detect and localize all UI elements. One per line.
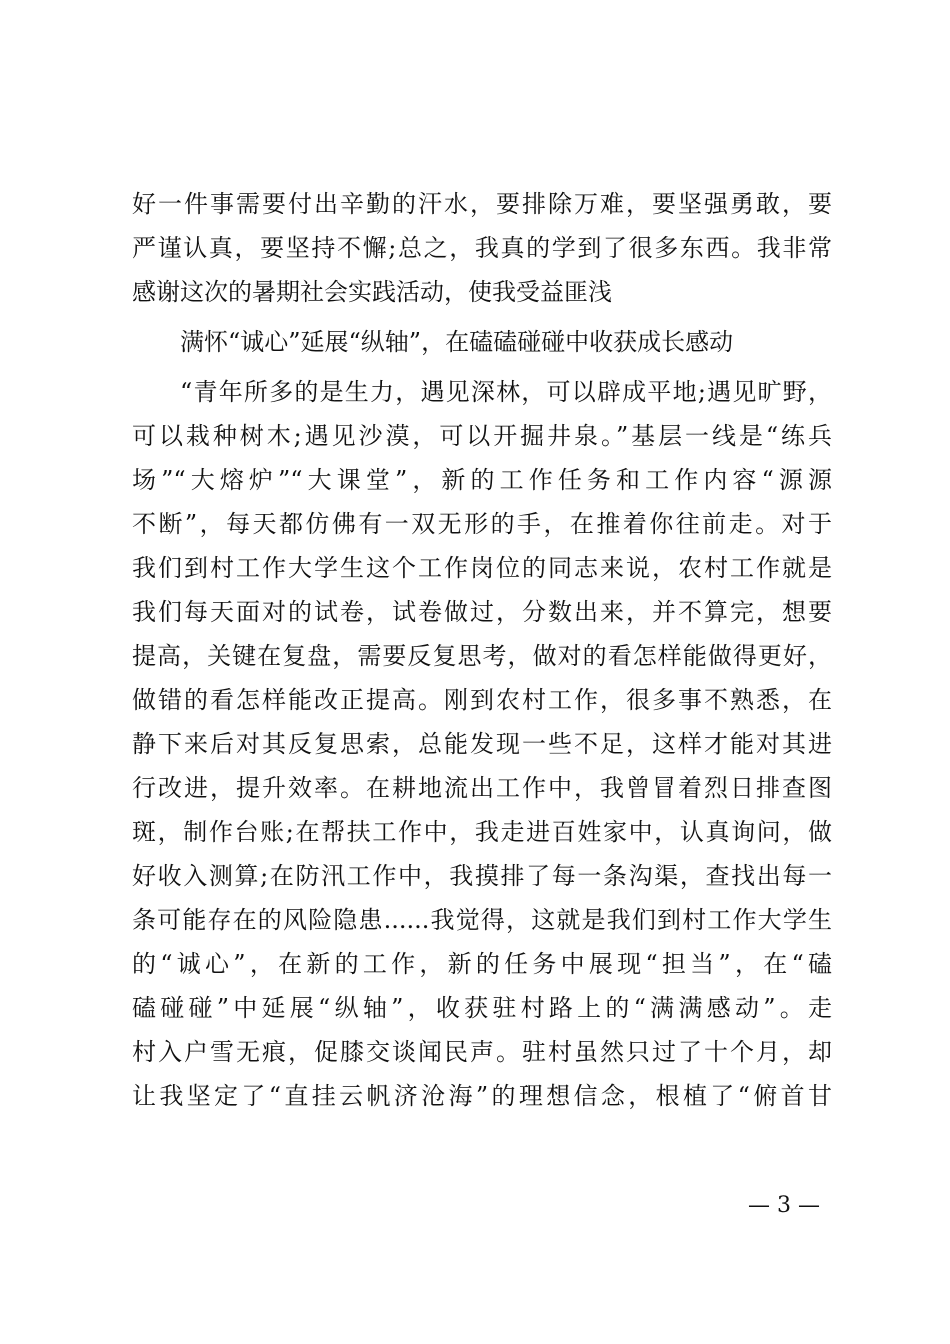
- text-line: “青年所多的是生力，遇见深林，可以辟成平地;遇见旷野，: [180, 378, 832, 406]
- text-line: 提高，关键在复盘，需要反复思考，做对的看怎样能做得更好，: [132, 642, 832, 670]
- text-line: 我们每天面对的试卷，试卷做过，分数出来，并不算完，想要: [132, 598, 832, 626]
- text-line: 行改进，提升效率。在耕地流出工作中，我曾冒着烈日排查图: [132, 774, 832, 802]
- text-line: 我们到村工作大学生这个工作岗位的同志来说，农村工作就是: [132, 554, 832, 582]
- text-line: 场”“大熔炉”“大课堂”，新的工作任务和工作内容“源源: [132, 466, 832, 494]
- page-number: — 3 —: [748, 1193, 820, 1218]
- section-heading: 满怀“诚心”延展“纵轴”，在磕磕碰碰中收获成长感动: [180, 328, 734, 356]
- text-line: 可以栽种树木;遇见沙漠，可以开掘井泉。”基层一线是“练兵: [132, 422, 832, 450]
- text-line: 条可能存在的风险隐患......我觉得，这就是我们到村工作大学生: [132, 906, 832, 934]
- text-line: 做错的看怎样能改正提高。刚到农村工作，很多事不熟悉，在: [132, 686, 832, 714]
- text-line: 严谨认真，要坚持不懈;总之，我真的学到了很多东西。我非常: [132, 234, 832, 262]
- text-line: 好收入测算;在防汛工作中，我摸排了每一条沟渠，查找出每一: [132, 862, 832, 890]
- text-line: 静下来后对其反复思索，总能发现一些不足，这样才能对其进: [132, 730, 832, 758]
- text-line: 感谢这次的暑期社会实践活动，使我受益匪浅: [132, 278, 612, 306]
- text-line: 磕碰碰”中延展“纵轴”，收获驻村路上的“满满感动”。走: [132, 994, 832, 1022]
- text-line: 不断”，每天都仿佛有一双无形的手，在推着你往前走。对于: [132, 510, 832, 538]
- text-line: 斑，制作台账;在帮扶工作中，我走进百姓家中，认真询问，做: [132, 818, 832, 846]
- text-line: 好一件事需要付出辛勤的汗水，要排除万难，要坚强勇敢，要: [132, 190, 832, 218]
- text-line: 让我坚定了“直挂云帆济沧海”的理想信念，根植了“俯首甘: [132, 1082, 832, 1110]
- document-body: [132, 182, 832, 1118]
- text-line: 的“诚心”，在新的工作，新的任务中展现“担当”，在“磕: [132, 950, 832, 978]
- text-line: 村入户雪无痕，促膝交谈闻民声。驻村虽然只过了十个月，却: [132, 1038, 832, 1066]
